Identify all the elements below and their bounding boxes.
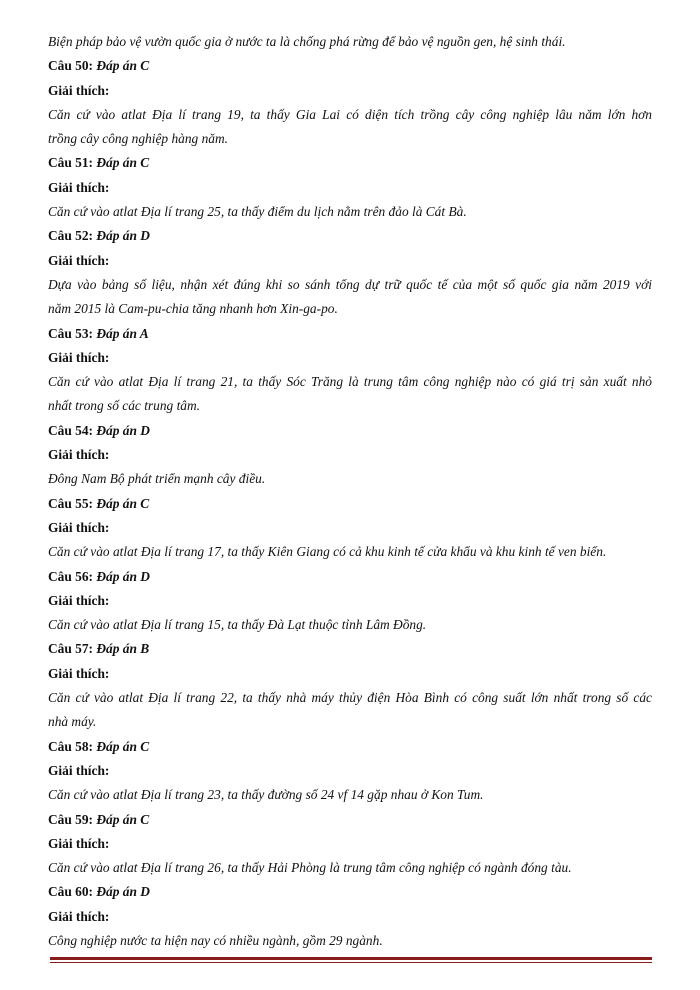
answer-text: Đáp án D [96,422,150,438]
explanation-label: Giải thích: [48,835,110,851]
explanation-label: Giải thích: [48,762,110,778]
answer-text: Đáp án D [96,884,150,900]
question-heading [48,224,652,248]
question-label: Câu 51: [48,155,94,171]
explanation-label: Giải thích: [48,82,110,98]
answer-text: Đáp án B [96,641,150,657]
question-label: Câu 52: [48,228,94,244]
answer-text: Đáp án C [96,811,150,827]
answer-text: Đáp án C [96,58,150,74]
explanation-label: Giải thích: [48,349,110,365]
explanation-text: Căn cứ vào atlat Địa lí trang 22, ta thấy nhà máy thủy điện Hòa Bình có công suất lớn nhất trong số các [48,690,652,706]
explanation-label: Giải thích: [48,908,110,924]
answer-text: Đáp án C [96,155,150,171]
explanation-text: nhà máy. [48,714,97,730]
question-label: Câu 50: [48,58,94,74]
question-label: Câu 56: [48,568,94,584]
question-heading [48,880,652,904]
explanation-text: trồng cây công nghiệp hàng năm. [48,131,229,147]
explanation-label: Giải thích: [48,252,110,268]
question-heading [48,637,652,661]
explanation-text: năm 2015 là Cam-pu-chia tăng nhanh hơn Xin-ga-po. [48,301,338,317]
explanation-text: Căn cứ vào atlat Địa lí trang 15, ta thấy Đà Lạt thuộc tỉnh Lâm Đồng. [48,617,427,633]
explanation-text: Căn cứ vào atlat Địa lí trang 19, ta thấy Gia Lai có diện tích trồng cây công nghiệp lâu năm lớn hơn [48,106,652,122]
answer-text: Đáp án D [96,228,150,244]
explanation-text: Căn cứ vào atlat Địa lí trang 25, ta thấy điểm du lịch nằm trên đảo là Cát Bà. [48,204,467,220]
question-heading [48,808,652,832]
explanation-text: Căn cứ vào atlat Địa lí trang 26, ta thấy Hải Phòng là trung tâm công nghiệp có ngành đóng tàu. [48,860,572,876]
question-label: Câu 57: [48,641,94,657]
explanation-label: Giải thích: [48,592,110,608]
question-heading [48,492,652,516]
explanation-text: Căn cứ vào atlat Địa lí trang 23, ta thấy đường số 24 vf 14 gặp nhau ở Kon Tum. [48,787,484,803]
answer-text: Đáp án C [96,738,150,754]
explanation-label: Giải thích: [48,519,110,535]
footer-rule-thick [50,957,652,960]
explanation-label: Giải thích: [48,447,110,463]
qa-list [48,54,652,953]
document-body [48,30,652,953]
answer-text: Đáp án C [96,495,150,511]
question-label: Câu 54: [48,422,94,438]
explanation-text: Công nghiệp nước ta hiện nay có nhiều ngành, gồm 29 ngành. [48,932,383,948]
question-label: Câu 59: [48,811,94,827]
question-label: Câu 60: [48,884,94,900]
answer-text: Đáp án D [96,568,150,584]
explanation-text: nhất trong số các trung tâm. [48,398,201,414]
question-heading [48,735,652,759]
footer-rule-thin [50,962,652,963]
explanation-label: Giải thích: [48,179,110,195]
question-label: Câu 55: [48,495,94,511]
question-heading [48,54,652,78]
explanation-text: Dựa vào bảng số liệu, nhận xét đúng khi so sánh tổng dự trữ quốc tế của một số quốc gia năm 2019 với [48,276,652,292]
explanation-label: Giải thích: [48,665,110,681]
question-label: Câu 53: [48,325,94,341]
answer-text: Đáp án A [96,325,149,341]
intro-text: Biện pháp bảo vệ vườn quốc gia ở nước ta là chống phá rừng để bảo vệ nguồn gen, hệ sinh thái. [48,34,566,49]
question-heading [48,151,652,175]
explanation-text: Căn cứ vào atlat Địa lí trang 21, ta thấy Sóc Trăng là trung tâm công nghiệp nào có giá trị sản xuất nhỏ [48,374,652,390]
question-label: Câu 58: [48,738,94,754]
question-heading [48,419,652,443]
question-heading [48,565,652,589]
explanation-text: Đông Nam Bộ phát triển mạnh cây điều. [48,471,266,487]
question-heading [48,322,652,346]
explanation-text: Căn cứ vào atlat Địa lí trang 17, ta thấy Kiên Giang có cả khu kinh tế cửa khẩu và khu kinh tế ven biển. [48,544,607,560]
